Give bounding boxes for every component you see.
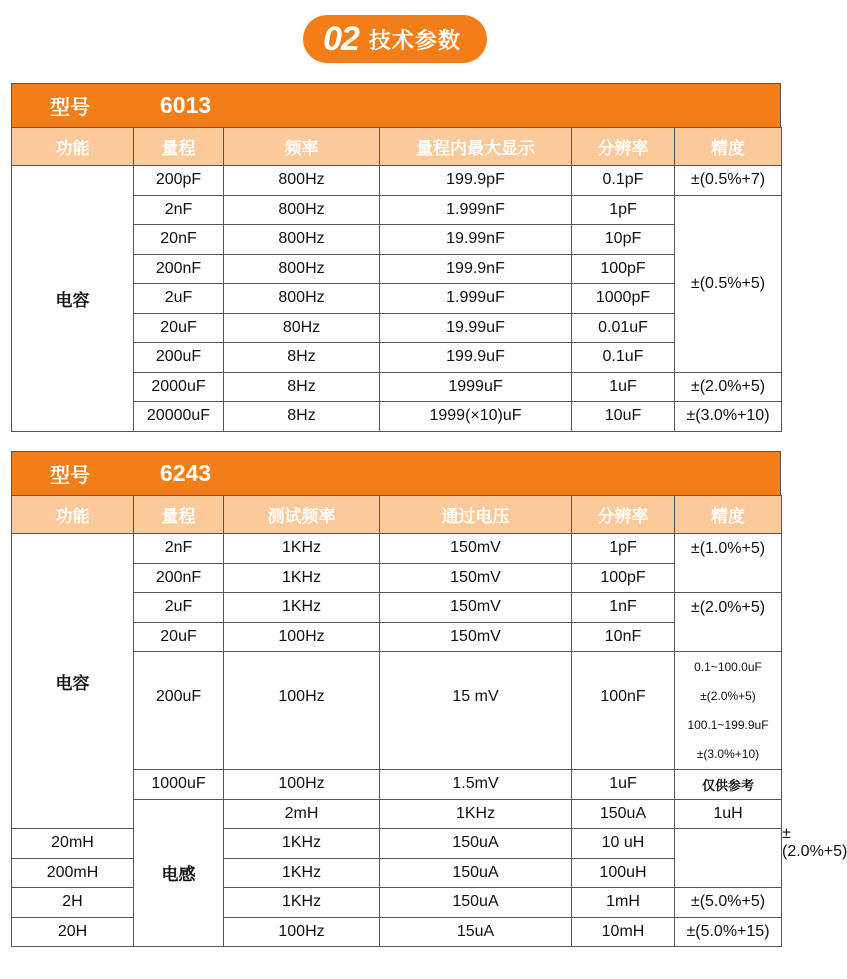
- header-range: 量程: [134, 128, 224, 166]
- header-range: 量程: [134, 496, 224, 534]
- accuracy-cell: ±(2.0%+5): [675, 372, 782, 402]
- frequency-cell: 800Hz: [224, 225, 380, 255]
- max-display-cell: 19.99uF: [380, 313, 572, 343]
- function-cell: 电感: [134, 799, 224, 947]
- frequency-cell: 100Hz: [224, 917, 380, 947]
- resolution-cell: 100pF: [572, 563, 675, 593]
- range-cell: 2uF: [134, 284, 224, 314]
- max-display-cell: 1.999uF: [380, 284, 572, 314]
- accuracy-line: 100.1~199.9uF: [687, 717, 769, 732]
- frequency-cell: 1KHz: [224, 593, 380, 623]
- header-accuracy: 精度: [675, 128, 782, 166]
- frequency-cell: 800Hz: [224, 254, 380, 284]
- header-frequency: 频率: [224, 128, 380, 166]
- current-cell: 150uA: [572, 799, 675, 829]
- current-cell: 150uA: [380, 829, 572, 859]
- spec-table-6013: [11, 83, 781, 432]
- range-cell: 20uF: [134, 313, 224, 343]
- voltage-cell: 15 mV: [380, 652, 572, 770]
- max-display-cell: 1999uF: [380, 372, 572, 402]
- spec-table: [11, 127, 782, 432]
- resolution-cell: 100uH: [572, 858, 675, 888]
- resolution-cell: 10nF: [572, 622, 675, 652]
- resolution-cell: 100pF: [572, 254, 675, 284]
- range-cell: 2nF: [134, 534, 224, 564]
- range-cell: 200mH: [12, 858, 134, 888]
- spec-table: [11, 495, 847, 947]
- max-display-cell: 19.99nF: [380, 225, 572, 255]
- function-cell: 电容: [12, 534, 134, 829]
- table-row: [12, 829, 782, 859]
- resolution-cell: 10pF: [572, 225, 675, 255]
- frequency-cell: 800Hz: [224, 195, 380, 225]
- table-row: [12, 858, 782, 888]
- frequency-cell: 8Hz: [224, 343, 380, 373]
- max-display-cell: 199.9pF: [380, 166, 572, 196]
- accuracy-line: ±(2.0%+5): [700, 688, 756, 703]
- resolution-cell: 1uF: [572, 372, 675, 402]
- frequency-cell: 1KHz: [224, 829, 380, 859]
- range-cell: 2mH: [224, 799, 380, 829]
- accuracy-cell: ±(5.0%+15): [675, 917, 782, 947]
- frequency-cell: 80Hz: [224, 313, 380, 343]
- header-accuracy: 精度: [675, 496, 782, 534]
- table-row: [12, 917, 782, 947]
- max-display-cell: 199.9uF: [380, 343, 572, 373]
- frequency-cell: 100Hz: [224, 770, 380, 800]
- accuracy-line: 0.1~100.0uF: [694, 659, 762, 674]
- range-cell: 200pF: [134, 166, 224, 196]
- resolution-cell: 100nF: [572, 652, 675, 770]
- max-display-cell: 1.999nF: [380, 195, 572, 225]
- frequency-cell: 1KHz: [224, 858, 380, 888]
- resolution-cell: 0.01uF: [572, 313, 675, 343]
- header-max-display: 量程内最大显示: [380, 128, 572, 166]
- model-bar: [11, 451, 781, 495]
- range-cell: 200uF: [134, 652, 224, 770]
- range-cell: 200nF: [134, 563, 224, 593]
- frequency-cell: 8Hz: [224, 372, 380, 402]
- table-header-row: [12, 496, 782, 534]
- table-header-row: [12, 128, 782, 166]
- range-cell: 20uF: [134, 622, 224, 652]
- accuracy-cell: ±(5.0%+5): [675, 888, 782, 918]
- header-test-voltage: 通过电压: [380, 496, 572, 534]
- header-resolution: 分辨率: [572, 496, 675, 534]
- table-row: [12, 166, 782, 196]
- current-cell: 150uA: [380, 858, 572, 888]
- model-bar: [11, 83, 781, 127]
- range-cell: 200nF: [134, 254, 224, 284]
- section-number: 02: [323, 19, 359, 58]
- frequency-cell: 100Hz: [224, 652, 380, 770]
- frequency-cell: 800Hz: [224, 284, 380, 314]
- section-title: 技术参数: [368, 28, 461, 54]
- range-cell: 2000uF: [134, 372, 224, 402]
- frequency-cell: 800Hz: [224, 166, 380, 196]
- section-header: [0, 15, 790, 63]
- function-cell: 电容: [12, 166, 134, 432]
- range-cell: 2H: [12, 888, 134, 918]
- table-row: 电感 2mH 1KHz 150uA 1uH ±(2.0%+5): [12, 799, 782, 829]
- resolution-cell: 1uF: [572, 770, 675, 800]
- frequency-cell: 1KHz: [380, 799, 572, 829]
- frequency-cell: 8Hz: [224, 402, 380, 432]
- table-row: [12, 534, 782, 564]
- header-resolution: 分辨率: [572, 128, 675, 166]
- max-display-cell: 1999(×10)uF: [380, 402, 572, 432]
- section-pill: [303, 15, 487, 63]
- resolution-cell: 1uH: [675, 799, 782, 829]
- frequency-cell: 1KHz: [224, 888, 380, 918]
- voltage-cell: 1.5mV: [380, 770, 572, 800]
- frequency-cell: 1KHz: [224, 563, 380, 593]
- range-cell: 20000uF: [134, 402, 224, 432]
- resolution-cell: 10 uH: [572, 829, 675, 859]
- range-cell: 20nF: [134, 225, 224, 255]
- accuracy-cell: ±(3.0%+10): [675, 402, 782, 432]
- accuracy-line: ±(3.0%+10): [696, 746, 760, 761]
- header-function: 功能: [12, 128, 134, 166]
- accuracy-cell: ±(0.5%+7): [675, 166, 782, 196]
- accuracy-multi-cell: [675, 652, 782, 770]
- accuracy-cell: ±(0.5%+5): [675, 195, 782, 372]
- resolution-cell: 10uF: [572, 402, 675, 432]
- range-cell: 200uF: [134, 343, 224, 373]
- model-value: 6013: [160, 92, 212, 118]
- current-cell: 150uA: [380, 888, 572, 918]
- accuracy-note-cell: 仅供参考: [675, 770, 782, 800]
- resolution-cell: 1mH: [572, 888, 675, 918]
- resolution-cell: 1pF: [572, 534, 675, 564]
- frequency-cell: 100Hz: [224, 622, 380, 652]
- model-label: 型号: [50, 95, 90, 119]
- accuracy-cell: ±(1.0%+5): [675, 534, 782, 593]
- resolution-cell: 0.1pF: [572, 166, 675, 196]
- voltage-cell: 150mV: [380, 563, 572, 593]
- resolution-cell: 1000pF: [572, 284, 675, 314]
- model-label: 型号: [50, 463, 90, 487]
- header-function: 功能: [12, 496, 134, 534]
- range-cell: 2nF: [134, 195, 224, 225]
- frequency-cell: 1KHz: [224, 534, 380, 564]
- voltage-cell: 150mV: [380, 593, 572, 623]
- range-cell: 1000uF: [134, 770, 224, 800]
- table-row: [12, 888, 782, 918]
- header-test-frequency: 测试频率: [224, 496, 380, 534]
- voltage-cell: 150mV: [380, 534, 572, 564]
- accuracy-cell: ±(2.0%+5): [675, 593, 782, 652]
- range-cell: 20H: [12, 917, 134, 947]
- resolution-cell: 1nF: [572, 593, 675, 623]
- model-value: 6243: [160, 460, 212, 486]
- spec-table-6243: [11, 451, 847, 947]
- resolution-cell: 0.1uF: [572, 343, 675, 373]
- voltage-cell: 150mV: [380, 622, 572, 652]
- current-cell: 15uA: [380, 917, 572, 947]
- range-cell: 20mH: [12, 829, 134, 859]
- range-cell: 2uF: [134, 593, 224, 623]
- max-display-cell: 199.9nF: [380, 254, 572, 284]
- resolution-cell: 10mH: [572, 917, 675, 947]
- resolution-cell: 1pF: [572, 195, 675, 225]
